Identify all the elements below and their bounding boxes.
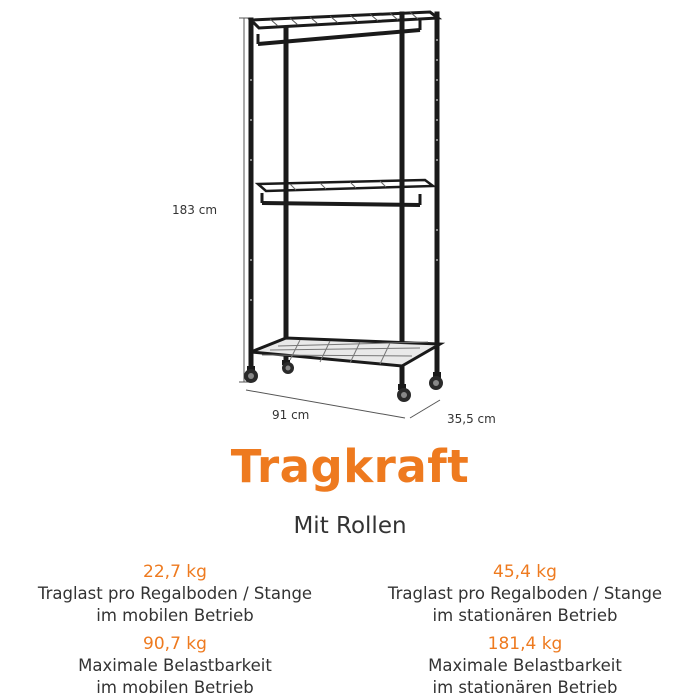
spec-mobile-max-load [10, 633, 340, 699]
spec-value: 181,4 kg [487, 634, 563, 654]
section-title: Tragkraft [230, 440, 470, 493]
spec-value: 90,7 kg [143, 634, 207, 654]
depth-label: 35,5 cm [447, 412, 496, 426]
spec-description-line1: Maximale Belastbarkeit [78, 656, 272, 675]
spec-description-line2: im mobilen Betrieb [96, 606, 254, 625]
width-label: 91 cm [272, 408, 310, 422]
spec-description-line1: Maximale Belastbarkeit [428, 656, 622, 675]
spec-description-line1: Traglast pro Regalboden / Stange [37, 584, 313, 603]
post-holes [250, 39, 438, 301]
bottom-shelf [251, 338, 440, 366]
caster-wheels [244, 360, 443, 402]
top-shelf [251, 12, 438, 28]
depth-dimension-line [410, 400, 440, 418]
spec-value: 22,7 kg [143, 562, 207, 582]
spec-description-line2: im mobilen Betrieb [96, 678, 254, 697]
width-dimension-line [246, 390, 405, 418]
height-label: 183 cm [172, 203, 218, 217]
spec-mobile-per-shelf [10, 561, 340, 627]
spec-stationary-per-shelf [360, 561, 690, 627]
section-subtitle: Mit Rollen [293, 513, 407, 539]
spec-stationary-max-load [360, 633, 690, 699]
spec-description-line2: im stationären Betrieb [432, 606, 618, 625]
spec-description-line1: Traglast pro Regalboden / Stange [387, 584, 663, 603]
spec-description-line2: im stationären Betrieb [432, 678, 618, 697]
spec-value: 45,4 kg [493, 562, 557, 582]
height-dimension-line [239, 18, 249, 382]
rack-posts [251, 14, 437, 386]
